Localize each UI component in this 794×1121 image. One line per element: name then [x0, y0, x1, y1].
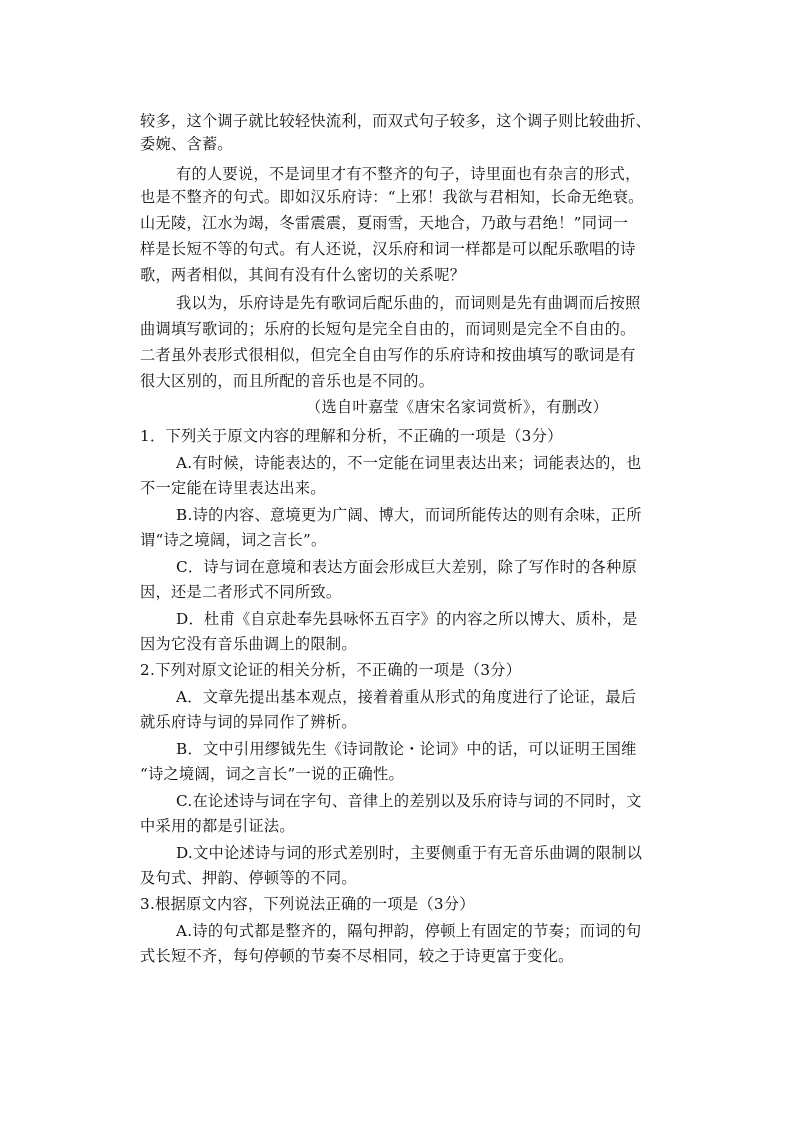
passage-line: 有的人要说，不是词里才有不整齐的句子，诗里面也有杂言的形式， [176, 165, 641, 183]
passage-line: 也是不整齐的句式。即如汉乐府诗：“上邪！我欲与君相知，长命无绝衰。 [140, 188, 644, 206]
option-line: D.文中论述诗与词的形式差别时，主要侧重于有无音乐曲调的限制以 [176, 844, 643, 862]
passage-line: 较多，这个调子就比较轻快流利，而双式句子较多，这个调子则比较曲折、 [140, 112, 652, 130]
option-line: C．诗与词在意境和表达方面会形成巨大差别，除了写作时的各种原 [176, 558, 638, 576]
option-line: “诗之境阔，词之言长”一说的正确性。 [140, 765, 404, 783]
passage-line: 山无陵，江水为竭，冬雷震震，夏雨雪，天地合，乃敢与君绝！”同词一 [140, 214, 629, 232]
option-line: B．文中引用缪钺先生《诗词散论・论词》中的话，可以证明王国维 [176, 740, 637, 758]
option-line: A.诗的句式都是整齐的，隔句押韵，停顿上有固定的节奏；而词的句 [176, 922, 642, 940]
passage-line: 曲调填写歌词的；乐府的长短句是完全自由的，而词则是完全不自由的。 [140, 320, 636, 338]
option-line: A．文章先提出基本观点，接着着重从形式的角度进行了论证，最后 [176, 688, 637, 706]
option-line: 因，还是二者形式不同所致。 [140, 583, 342, 601]
option-line: 式长短不齐，每句停顿的节奏不尽相同，较之于诗更富于变化。 [140, 947, 574, 965]
option-line: C.在论述诗与词在字句、音律上的差别以及乐府诗与词的不同时，文 [176, 792, 642, 810]
passage-line: 我以为，乐府诗是先有歌词后配乐曲的，而词则是先有曲调而后按照 [176, 294, 641, 312]
option-line: B.诗的内容、意境更为广阔、博大，而词所能传达的则有余味，正所 [176, 506, 642, 524]
option-line: A.有时候，诗能表达的，不一定能在词里表达出来；词能表达的，也 [176, 454, 642, 472]
question-stem: 1．下列关于原文内容的理解和分析，不正确的一项是（3分） [140, 427, 563, 445]
passage-line: 很大区别的，而且所配的音乐也是不同的。 [140, 372, 435, 390]
passage-line: 歌，两者相似，其间有没有什么密切的关系呢？ [140, 266, 466, 284]
passage-source: （选自叶嘉莹《唐宋名家词赏析》，有删改） [306, 398, 609, 416]
option-line: 中采用的都是引证法。 [140, 817, 295, 835]
passage-line: 委婉、含蓄。 [140, 135, 233, 153]
option-line: 不一定能在诗里表达出来。 [140, 479, 326, 497]
option-line: 谓“诗之境阔，词之言长”。 [140, 531, 327, 549]
question-stem: 2.下列对原文论证的相关分析，不正确的一项是（3分） [140, 661, 522, 679]
passage-line: 二者虽外表形式很相似，但完全自由写作的乐府诗和按曲填写的歌词是有 [140, 346, 636, 364]
passage-line: 样是长短不等的句式。有人还说，汉乐府和词一样都是可以配乐歌唱的诗 [140, 240, 636, 258]
option-line: 因为它没有音乐曲调上的限制。 [140, 635, 357, 653]
question-stem: 3.根据原文内容，下列说法正确的一项是（3分） [140, 895, 475, 913]
option-line: D．杜甫《自京赴奉先县咏怀五百字》的内容之所以博大、质朴，是 [176, 610, 638, 628]
option-line: 及句式、押韵、停顿等的不同。 [140, 869, 357, 887]
option-line: 就乐府诗与词的异同作了辨析。 [140, 713, 357, 731]
